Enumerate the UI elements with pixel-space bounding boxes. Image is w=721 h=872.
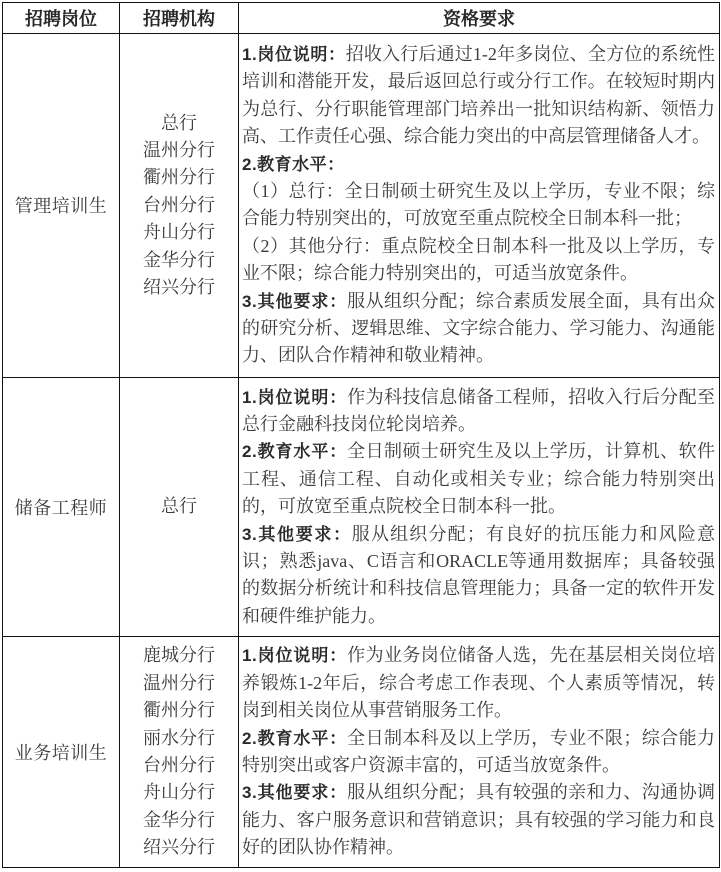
organization-item: 绍兴分行 (143, 837, 215, 858)
requirement-item (242, 642, 715, 724)
requirement-label: 3.其他要求： (242, 524, 352, 544)
organization-item: 衢州分行 (143, 167, 215, 188)
requirement-item (242, 178, 715, 233)
requirement-text: 作为业务岗位储备人选，先在基层相关岗位培养锻炼1-2年后，综合考虑工作表现、个人素质等情况，转岗到相关岗位从事营销服务工作。 (242, 645, 715, 721)
organization-item: 舟山分行 (143, 222, 215, 243)
requirement-item (242, 725, 715, 780)
requirement-item (242, 41, 715, 151)
table-row-business-trainee (3, 637, 720, 868)
header-requirements: 资格要求 (239, 3, 720, 34)
requirement-label: 1.岗位说明： (242, 387, 348, 407)
organization-item: 丽水分行 (143, 727, 215, 748)
header-position: 招聘岗位 (3, 3, 120, 34)
organization-item: 温州分行 (143, 672, 215, 693)
requirement-text: 作为科技信息储备工程师，招收入行后分配至总行金融科技岗位轮岗培养。 (242, 386, 715, 435)
organization-item: 台州分行 (143, 755, 215, 776)
requirement-label: 3.其他要求： (242, 783, 348, 803)
organization-item: 金华分行 (143, 809, 215, 830)
requirement-label: 1.岗位说明： (242, 44, 346, 64)
organization-item: 台州分行 (143, 194, 215, 215)
requirement-item (242, 233, 715, 288)
requirement-label: 2.教育水平： (242, 728, 348, 748)
position-cell: 业务培训生 (3, 637, 120, 868)
requirement-label: 2.教育水平： (242, 442, 348, 462)
requirement-item (242, 521, 715, 631)
requirement-label: 1.岗位说明： (242, 646, 348, 666)
organization-cell (120, 637, 239, 868)
requirement-item (242, 384, 715, 439)
requirement-text: 全日制硕士研究生及以上学历，计算机、软件工程、通信工程、自动化或相关专业；综合能力特别突出的，可放宽至重点院校全日制本科一批。 (242, 441, 715, 517)
organization-item: 舟山分行 (143, 782, 215, 803)
table-row-management-trainee (3, 34, 720, 378)
requirement-item (242, 288, 715, 370)
table-row-reserve-engineer (3, 377, 720, 636)
requirement-label: 2.教育水平： (242, 154, 345, 174)
position-cell: 储备工程师 (3, 377, 120, 636)
requirement-text: （2）其他分行：重点院校全日制本科一批及以上学历，专业不限；综合能力特别突出的，可适当放宽条件。 (242, 235, 715, 284)
requirements-cell (239, 377, 720, 636)
requirement-text: 服从组织分配；有良好的抗压能力和风险意识；熟悉java、C语言和ORACLE等通用数据库；具备较强的数据分析统计和科技信息管理能力；具备一定的软件开发和硬件维护能力。 (242, 523, 715, 626)
requirement-item (242, 151, 715, 178)
header-row (3, 3, 720, 34)
header-organization: 招聘机构 (120, 3, 239, 34)
organization-cell (120, 34, 239, 378)
requirement-text: 招收入行后通过1-2年多岗位、全方位的系统性培训和潜能开发，最后返回总行或分行工作。在较短时期内为总行、分行职能管理部门培养出一批知识结构新、领悟力高、工作责任心强、综合能力突出的中高层管理储备人才。 (242, 43, 715, 147)
requirement-text: （1）总行：全日制硕士研究生及以上学历，专业不限；综合能力特别突出的，可放宽至重点院校全日制本科一批； (242, 181, 715, 229)
organization-cell (120, 377, 239, 636)
requirement-text: 全日制本科及以上学历，专业不限；综合能力特别突出或客户资源丰富的，可适当放宽条件。 (242, 727, 715, 776)
organization-item: 绍兴分行 (143, 276, 215, 297)
organization-item: 金华分行 (143, 249, 215, 270)
requirements-cell (239, 34, 720, 378)
requirements-cell (239, 637, 720, 868)
organization-item: 总行 (161, 496, 197, 517)
requirement-label: 3.其他要求： (242, 291, 348, 311)
position-cell: 管理培训生 (3, 34, 120, 378)
organization-item: 温州分行 (143, 139, 215, 160)
requirement-item (242, 438, 715, 520)
organization-item: 鹿城分行 (143, 645, 215, 666)
recruitment-table (2, 2, 720, 868)
organization-item: 衢州分行 (143, 700, 215, 721)
organization-item: 总行 (161, 112, 197, 133)
requirement-item (242, 779, 715, 861)
requirement-text: 服从组织分配；具有较强的亲和力、沟通协调能力、客户服务意识和营销意识；具有较强的学习能力和良好的团队协作精神。 (242, 782, 715, 858)
requirement-text: 服从组织分配；综合素质发展全面，具有出众的研究分析、逻辑思维、文字综合能力、学习能力、沟通能力、团队合作精神和敬业精神。 (242, 290, 715, 366)
